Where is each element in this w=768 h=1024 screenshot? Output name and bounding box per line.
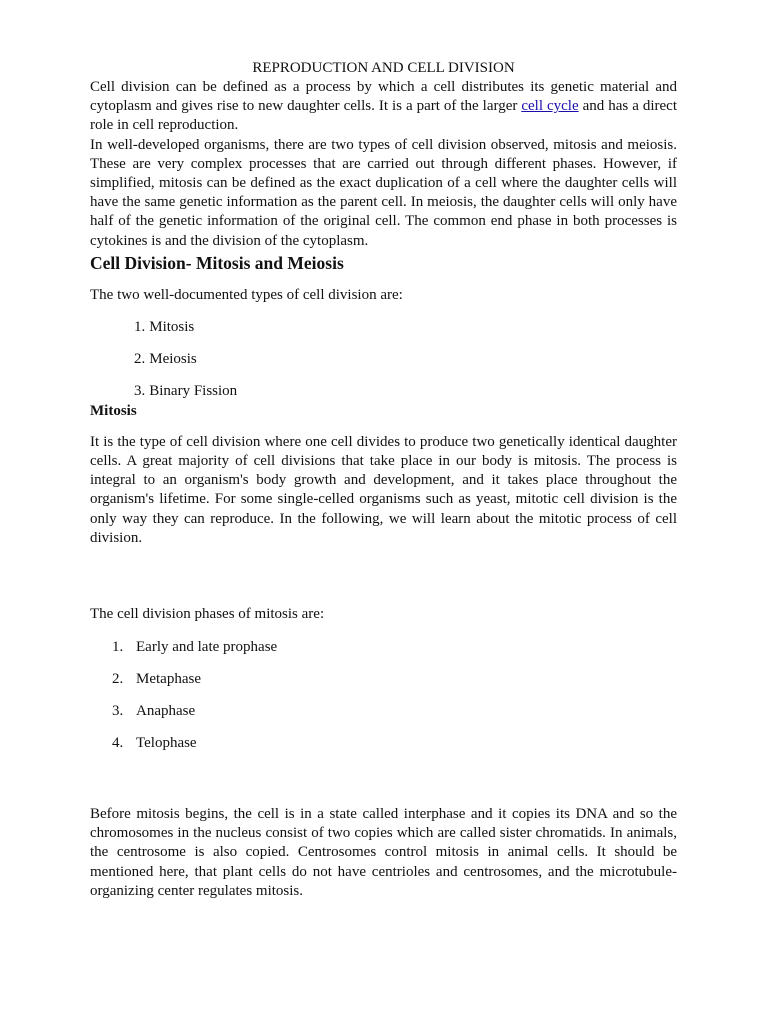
list-item-label: Binary Fission xyxy=(149,382,238,399)
list-item-label: Metaphase xyxy=(136,671,201,688)
organisms-paragraph: In well-developed organisms, there are two types of cell division observed, mitosis and meiosis. These are very complex processes that are carried out through different phases. However, if simplified, mitosis can be defined as the exact duplication of a cell where the daughter cells will have the same genetic information as the parent cell. In meiosis, the daughter cells will only have half of the genetic information of the original cell. The common end phase in both processes is cytokines is and the division of the cytoplasm. xyxy=(90,136,677,249)
list-item-number: 3. xyxy=(134,382,146,399)
list-item-label: Meiosis xyxy=(149,350,197,367)
list-item-number: 4. xyxy=(112,735,124,752)
intro-paragraph xyxy=(90,78,677,136)
list-item xyxy=(112,669,677,701)
list-item-number: 1. xyxy=(134,318,146,335)
section-heading: Cell Division- Mitosis and Meiosis xyxy=(90,252,344,273)
list-item-label: Anaphase xyxy=(136,703,196,720)
mitosis-phases-list xyxy=(112,637,677,765)
list-item-label: Mitosis xyxy=(149,318,195,335)
list-item xyxy=(134,349,677,381)
cell-cycle-link[interactable]: cell cycle xyxy=(521,98,579,115)
list-item xyxy=(112,701,677,733)
interphase-paragraph: Before mitosis begins, the cell is in a state called interphase and it copies its DNA and so the chromosomes in the nucleus consist of two copies which are called sister chromatids. In animals, the centrosome is also copied. Centrosomes control mitosis in animal cells. It should be mentioned here, that plant cells do not have centrioles and centrosomes, and the microtubule-organizing center regulates mitosis. xyxy=(90,806,677,899)
list-item-number: 2. xyxy=(134,350,146,367)
division-types-list xyxy=(134,317,677,401)
list-item-number: 3. xyxy=(112,703,124,720)
list-item xyxy=(134,317,677,349)
document-title: REPRODUCTION AND CELL DIVISION xyxy=(252,60,515,76)
intro-text-end: and has a direct role in cell reproduction. xyxy=(90,98,677,134)
types-intro: The two well-documented types of cell division are: xyxy=(90,286,403,303)
intro-text: Cell division can be defined as a process by which a cell distributes its genetic material and cytoplasm and gives rise to new daughter cells. It is a part of the larger xyxy=(90,79,677,115)
document-page xyxy=(90,58,677,901)
list-item-number: 1. xyxy=(112,639,124,656)
list-item-label: Telophase xyxy=(136,735,197,752)
mitosis-heading: Mitosis xyxy=(90,402,137,419)
phases-intro: The cell division phases of mitosis are: xyxy=(90,606,325,623)
list-item-number: 2. xyxy=(112,671,124,688)
mitosis-paragraph: It is the type of cell division where one cell divides to produce two genetically identical daughter cells. A great majority of cell divisions that take place in our body is mitosis. The process is integral to an organism's body growth and development, and it takes place throughout the organism's lifetime. For some single-celled organisms such as yeast, mitotic cell division is the only way they can reproduce. In the following, we will learn about the mitotic process of cell division. xyxy=(90,433,677,546)
list-item-label: Early and late prophase xyxy=(136,639,278,656)
list-item xyxy=(134,381,677,401)
list-item xyxy=(112,637,677,669)
list-item xyxy=(112,733,677,765)
